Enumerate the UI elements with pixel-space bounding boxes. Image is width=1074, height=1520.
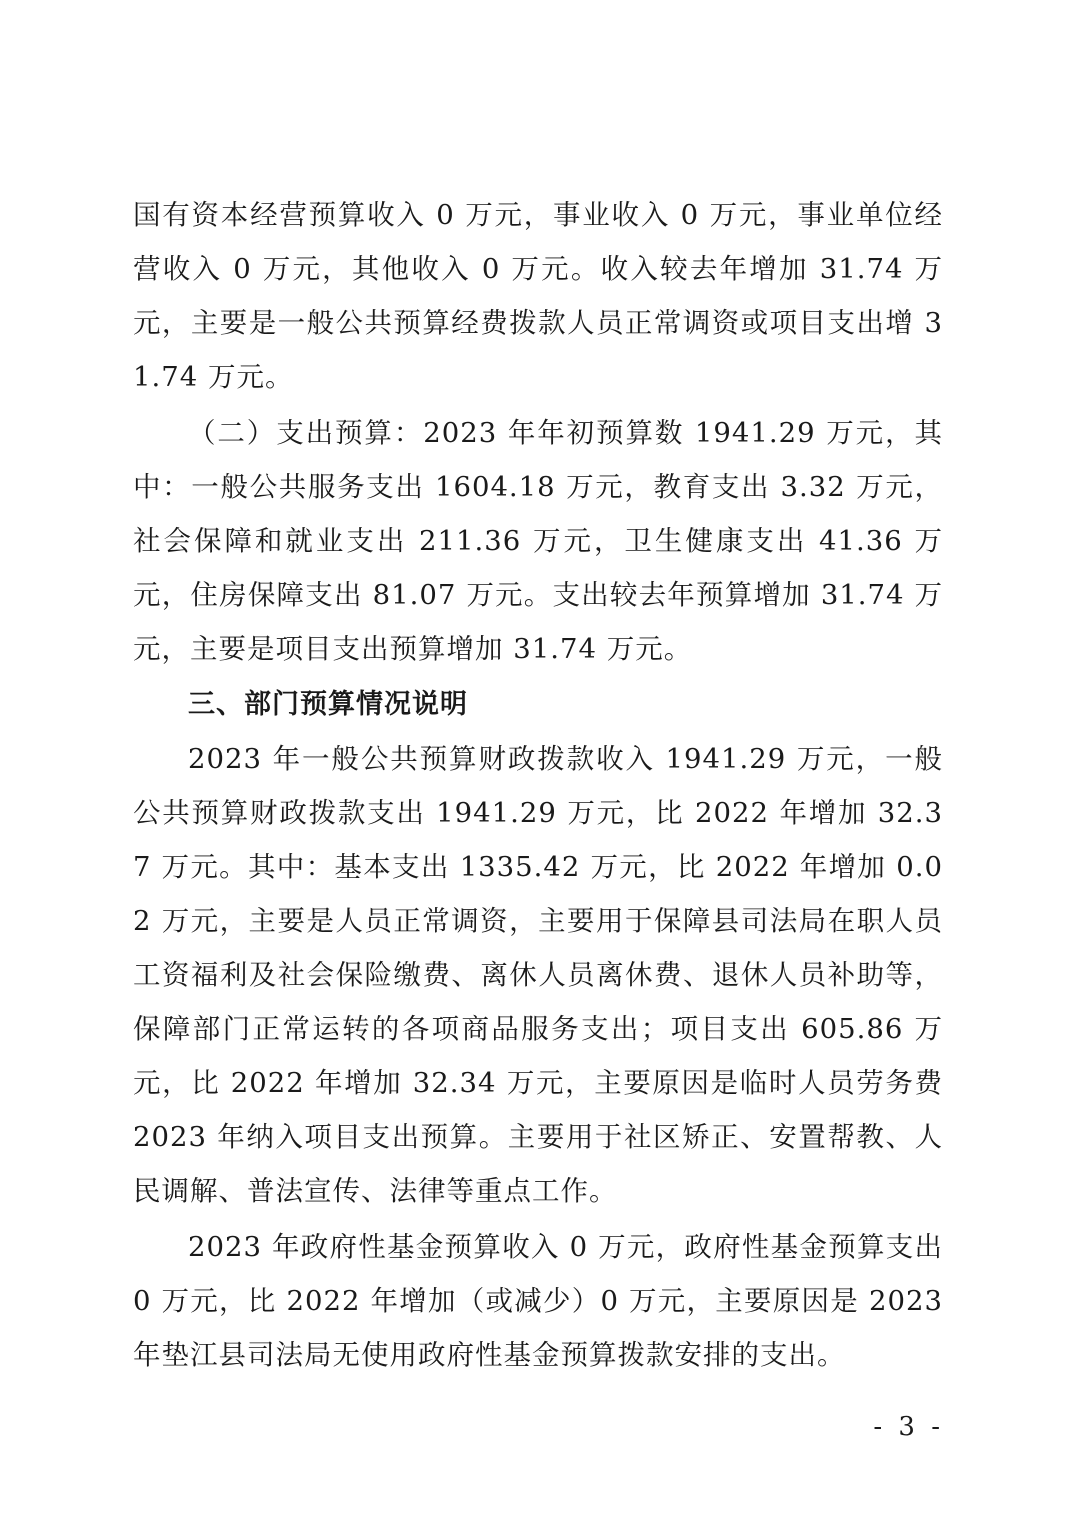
page-number: - 3 -: [873, 1412, 944, 1442]
document-body: [133, 188, 943, 1382]
paragraph-expenditure-budget: （二）支出预算：2023 年年初预算数 1941.29 万元，其中：一般公共服务支出 1604.18 万元，教育支出 3.32 万元，社会保障和就业支出 211.36 万元，卫生健康支出 41.36 万元，住房保障支出 81.07 万元。支出较去年预算增加 31.74 万元，主要是项目支出预算增加 31.74 万元。: [133, 417, 943, 665]
paragraph-income-continued: 国有资本经营预算收入 0 万元，事业收入 0 万元，事业单位经营收入 0 万元，其他收入 0 万元。收入较去年增加 31.74 万元，主要是一般公共预算经费拨款人员正常调资或项目支出增 31.74 万元。: [133, 199, 943, 393]
paragraph-general-public-budget: 2023 年一般公共预算财政拨款收入 1941.29 万元，一般公共预算财政拨款支出 1941.29 万元，比 2022 年增加 32.37 万元。其中：基本支出 1335.42 万元，比 2022 年增加 0.02 万元，主要是人员正常调资，主要用于保障县司法局在职人员工资福利及社会保险缴费、离休人员离休费、退休人员补助等，保障部门正常运转的各项商品服务支出；项目支出 605.86 万元，比 2022 年增加 32.34 万元，主要原因是临时人员劳务费 2023 年纳入项目支出预算。主要用于社区矫正、安置帮教、人民调解、普法宣传、法律等重点工作。: [133, 743, 943, 1207]
section-heading-department-budget: 三、部门预算情况说明: [188, 689, 468, 720]
paragraph-government-fund-budget: 2023 年政府性基金预算收入 0 万元，政府性基金预算支出 0 万元，比 2022 年增加（或减少）0 万元，主要原因是 2023 年垫江县司法局无使用政府性基金预算拨款安排的支出。: [133, 1231, 943, 1371]
